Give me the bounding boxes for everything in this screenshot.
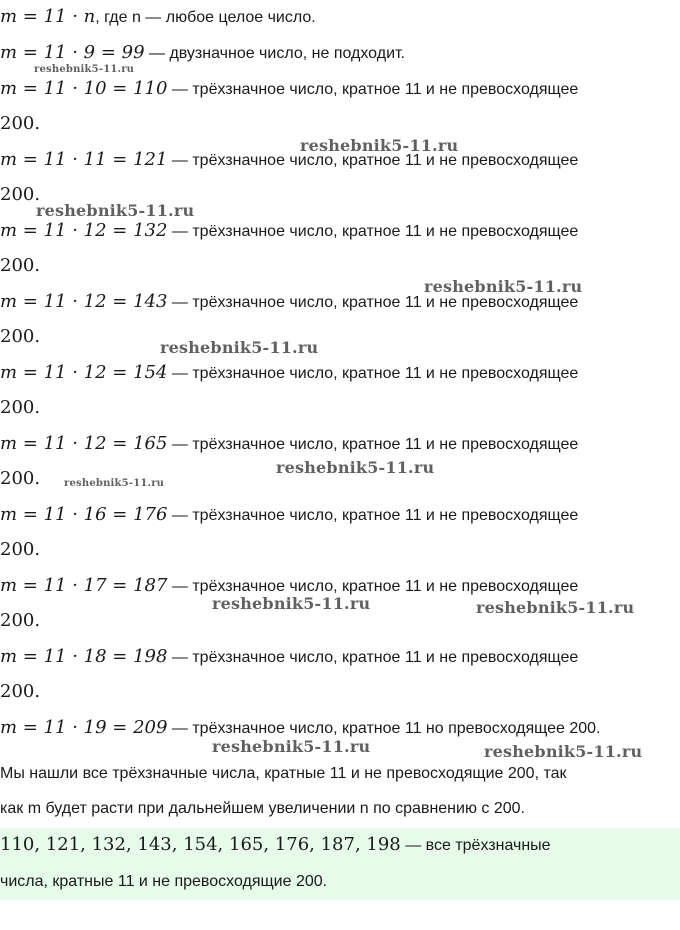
watermark: reshebnik5-11.ru — [212, 594, 371, 613]
solution-line: m = 11 · n, где n — любое целое число. — [0, 6, 316, 27]
solution-line: m = 11 · 17 = 187 — трёхзначное число, кратное 11 и не превосходящее — [0, 575, 579, 596]
answer-line: 110, 121, 132, 143, 154, 165, 176, 187, 198 — все трёхзначные — [0, 834, 551, 855]
solution-line: m = 11 · 11 = 121 — трёхзначное число, кратное 11 и не превосходящее — [0, 149, 579, 170]
solution-line: 200. — [0, 255, 41, 276]
solution-line: m = 11 · 12 = 143 — трёхзначное число, кратное 11 и не превосходящее — [0, 291, 579, 312]
solution-line: 200. — [0, 468, 41, 489]
watermark: reshebnik5-11.ru — [160, 338, 319, 357]
watermark: reshebnik5-11.ru — [484, 742, 643, 761]
solution-line: m = 11 · 16 = 176 — трёхзначное число, кратное 11 и не превосходящее — [0, 504, 579, 525]
watermark: reshebnik5-11.ru — [476, 598, 635, 617]
watermark: reshebnik5-11.ru — [276, 458, 435, 477]
solution-line: 200. — [0, 326, 41, 347]
solution-line: 200. — [0, 610, 41, 631]
conclusion-line: Мы нашли все трёхзначные числа, кратные 11 и не превосходящие 200, так — [0, 765, 567, 782]
answer-line: числа, кратные 11 и не превосходящие 200. — [0, 873, 328, 890]
solution-line: 200. — [0, 681, 41, 702]
solution-line: 200. — [0, 184, 41, 205]
watermark: reshebnik5-11.ru — [300, 136, 459, 155]
watermark: reshebnik5-11.ru — [212, 737, 371, 756]
watermark: reshebnik5-11.ru — [64, 478, 165, 489]
answer-box — [0, 828, 680, 900]
solution-line: m = 11 · 12 = 165 — трёхзначное число, кратное 11 и не превосходящее — [0, 433, 579, 454]
solution-line: m = 11 · 12 = 154 — трёхзначное число, кратное 11 и не превосходящее — [0, 362, 579, 383]
watermark: reshebnik5-11.ru — [34, 64, 135, 75]
solution-line: m = 11 · 19 = 209 — трёхзначное число, кратное 11 но превосходящее 200. — [0, 717, 601, 738]
solution-line: 200. — [0, 113, 41, 134]
solution-line: m = 11 · 9 = 99 — двузначное число, не подходит. — [0, 42, 405, 63]
solution-line: 200. — [0, 397, 41, 418]
watermark: reshebnik5-11.ru — [36, 201, 195, 220]
conclusion-line: как m будет расти при дальнейшем увеличении n по сравнению с 200. — [0, 800, 525, 817]
solution-line: m = 11 · 12 = 132 — трёхзначное число, кратное 11 и не превосходящее — [0, 220, 579, 241]
solution-line: 200. — [0, 539, 41, 560]
solution-line: m = 11 · 10 = 110 — трёхзначное число, кратное 11 и не превосходящее — [0, 78, 579, 99]
solution-line: m = 11 · 18 = 198 — трёхзначное число, кратное 11 и не превосходящее — [0, 646, 579, 667]
watermark: reshebnik5-11.ru — [424, 277, 583, 296]
